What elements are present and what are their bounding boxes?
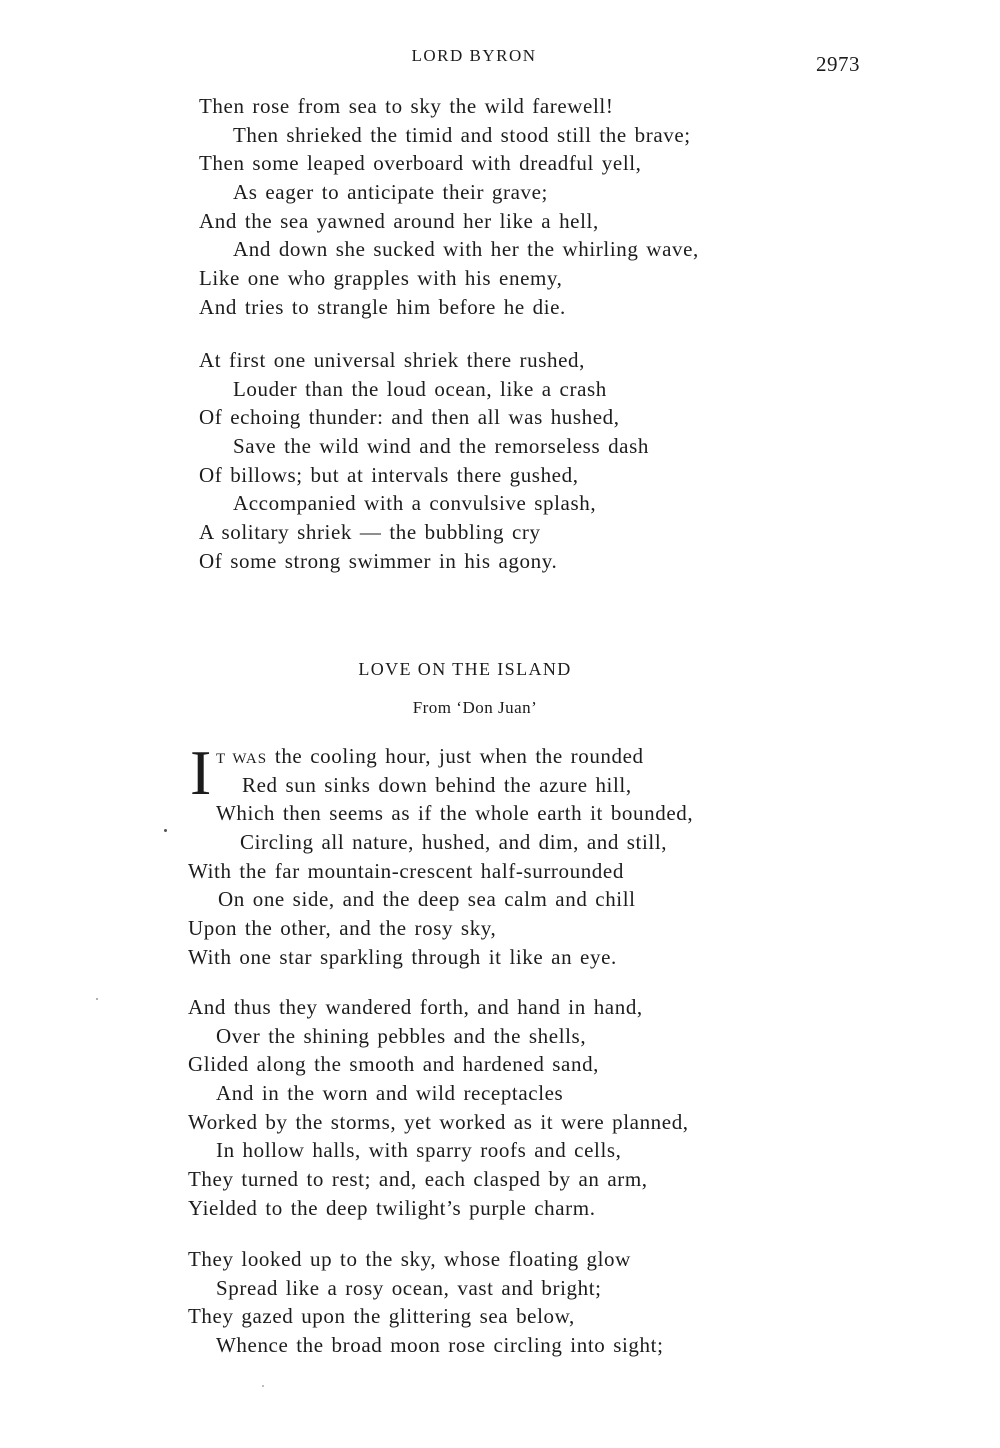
verse-line: Of echoing thunder: and then all was hushed, — [199, 405, 620, 430]
verse-line: Red sun sinks down behind the azure hill, — [242, 772, 632, 797]
verse-line: And in the worn and wild receptacles — [216, 1081, 564, 1106]
poem-title: LOVE ON THE ISLAND — [358, 659, 572, 679]
drop-cap: I — [190, 737, 212, 808]
first-line-text: the cooling hour, just when the rounded — [267, 744, 644, 768]
verse-line: And thus they wandered forth, and hand in hand, — [188, 995, 643, 1019]
verse-line: And the sea yawned around her like a hell, — [199, 208, 599, 233]
verse-line: Then rose from sea to sky the wild farewell! — [199, 94, 614, 118]
verse-line: As eager to anticipate their grave; — [233, 180, 548, 205]
scan-speck — [262, 1385, 264, 1387]
scan-speck — [96, 998, 98, 1000]
small-caps-opening: T WAS — [216, 751, 268, 767]
verse-line: They gazed upon the glittering sea below, — [188, 1304, 575, 1329]
verse-line: And tries to strangle him before he die. — [199, 294, 566, 319]
verse-line: Accompanied with a convulsive splash, — [233, 491, 597, 516]
verse-line: They turned to rest; and, each clasped by an arm, — [188, 1167, 648, 1192]
verse-line: A solitary shriek — the bubbling cry — [199, 520, 541, 545]
verse-line: Then shrieked the timid and stood still the brave; — [233, 122, 691, 147]
verse-line: In hollow halls, with sparry roofs and cells, — [216, 1138, 622, 1163]
poem-source: From ‘Don Juan’ — [412, 698, 538, 717]
verse-line: Glided along the smooth and hardened sand, — [188, 1052, 600, 1077]
verse-line: Like one who grapples with his enemy, — [199, 266, 563, 291]
verse-line: Whence the broad moon rose circling into sight; — [216, 1333, 664, 1358]
stanza-5 — [188, 1245, 664, 1360]
stanza-4 — [188, 993, 689, 1223]
stanza-1 — [199, 92, 699, 322]
verse-line: Upon the other, and the rosy sky, — [188, 916, 497, 941]
stanza-2 — [199, 346, 649, 576]
stanza-3 — [188, 737, 694, 972]
verse-line: Which then seems as if the whole earth it bounded, — [216, 801, 694, 826]
verse-line: They looked up to the sky, whose floating glow — [188, 1247, 631, 1271]
verse-line: Louder than the loud ocean, like a crash — [233, 376, 607, 401]
scan-speck — [164, 829, 167, 832]
verse-line: With the far mountain-crescent half-surrounded — [188, 858, 624, 883]
verse-line: At first one universal shriek there rushed, — [199, 348, 585, 372]
verse-line: With one star sparkling through it like an eye. — [188, 944, 617, 969]
verse-line: And down she sucked with her the whirling wave, — [233, 237, 699, 262]
verse-line: Then some leaped overboard with dreadful yell, — [199, 151, 642, 176]
verse-line: Worked by the storms, yet worked as it were planned, — [188, 1109, 689, 1134]
verse-line: Of billows; but at intervals there gushed, — [199, 462, 579, 487]
verse-line-first — [188, 742, 693, 771]
verse-line: Of some strong swimmer in his agony. — [199, 548, 558, 573]
verse-line: On one side, and the deep sea calm and chill — [218, 887, 636, 912]
verse-line: Circling all nature, hushed, and dim, and still, — [240, 830, 668, 855]
verse-line: Yielded to the deep twilight’s purple charm. — [188, 1195, 596, 1220]
page-number: 2973 — [816, 52, 860, 76]
running-head: LORD BYRON — [411, 46, 537, 65]
verse-line: Spread like a rosy ocean, vast and bright; — [216, 1275, 602, 1300]
verse-line: Save the wild wind and the remorseless dash — [233, 434, 649, 459]
verse-line: Over the shining pebbles and the shells, — [216, 1023, 587, 1048]
